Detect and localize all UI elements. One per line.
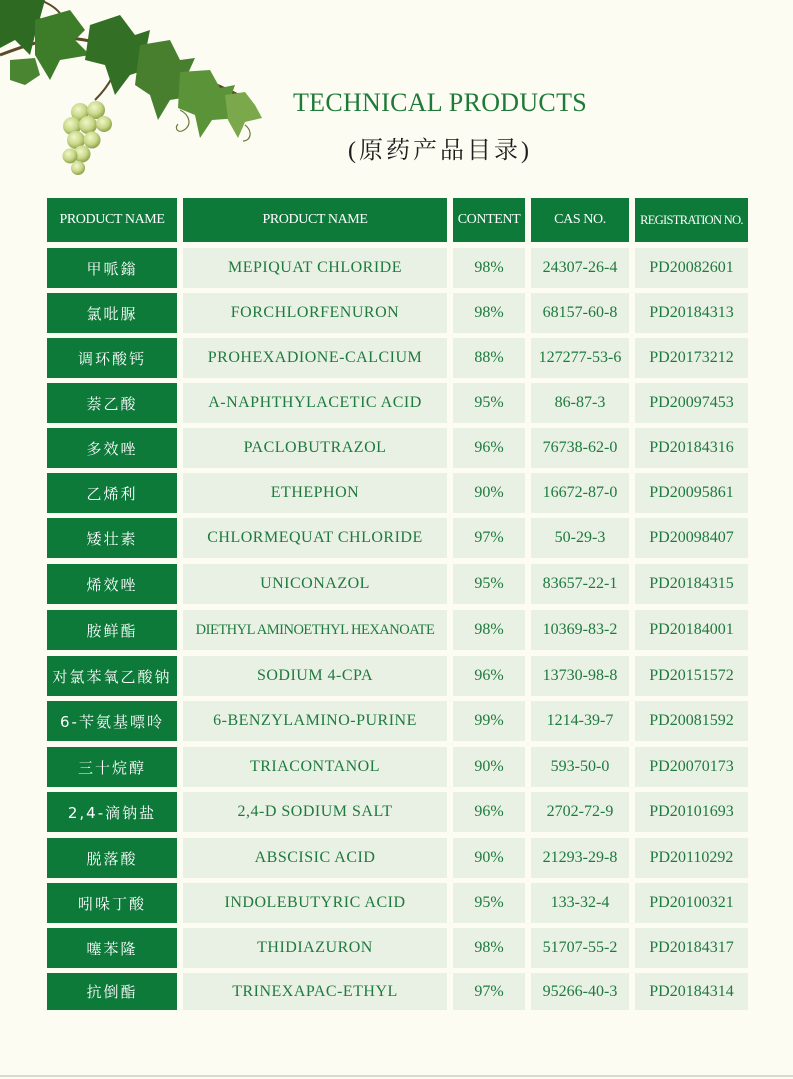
header-cell-cas-no: CAS NO. (531, 198, 629, 242)
page-subtitle: (原药产品目录) (348, 138, 532, 164)
row-cell-content: 95% (453, 564, 525, 604)
row-cell-cas-no: 16672-87-0 (531, 473, 629, 513)
row-cell-content: 96% (453, 428, 525, 468)
row-cell-cas-no: 593-50-0 (531, 747, 629, 787)
row-cell-chinese-name: 2,4-滴钠盐 (47, 792, 177, 832)
row-cell-english-name: PROHEXADIONE-CALCIUM (183, 338, 447, 378)
row-cell-cas-no: 24307-26-4 (531, 248, 629, 288)
row-cell-english-name: INDOLEBUTYRIC ACID (183, 883, 447, 923)
row-cell-english-name: PACLOBUTRAZOL (183, 428, 447, 468)
row-cell-chinese-name: 甲哌鎓 (47, 248, 177, 288)
row-cell-registration-no: PD20095861 (635, 473, 748, 513)
header-cell-product-name-en: PRODUCT NAME (183, 198, 447, 242)
row-cell-english-name: TRINEXAPAC-ETHYL (183, 973, 447, 1010)
row-cell-english-name: CHLORMEQUAT CHLORIDE (183, 518, 447, 558)
row-cell-cas-no: 50-29-3 (531, 518, 629, 558)
row-cell-registration-no: PD20082601 (635, 248, 748, 288)
row-cell-registration-no: PD20151572 (635, 656, 748, 696)
page-title: TECHNICAL PRODUCTS (292, 88, 588, 117)
row-cell-content: 98% (453, 293, 525, 333)
row-cell-english-name: UNICONAZOL (183, 564, 447, 604)
row-cell-content: 96% (453, 792, 525, 832)
header-cell-product-name-cn: PRODUCT NAME (47, 198, 177, 242)
row-cell-cas-no: 21293-29-8 (531, 838, 629, 878)
row-cell-chinese-name: 烯效唑 (47, 564, 177, 604)
row-cell-registration-no: PD20101693 (635, 792, 748, 832)
row-cell-registration-no: PD20184317 (635, 928, 748, 968)
row-cell-content: 90% (453, 747, 525, 787)
row-cell-cas-no: 95266-40-3 (531, 973, 629, 1010)
row-cell-content: 99% (453, 701, 525, 741)
row-cell-cas-no: 86-87-3 (531, 383, 629, 423)
row-cell-content: 97% (453, 518, 525, 558)
row-cell-chinese-name: 多效唑 (47, 428, 177, 468)
row-cell-chinese-name: 对氯苯氧乙酸钠 (47, 656, 177, 696)
row-cell-registration-no: PD20081592 (635, 701, 748, 741)
row-cell-content: 90% (453, 838, 525, 878)
row-cell-english-name: SODIUM 4-CPA (183, 656, 447, 696)
row-cell-content: 90% (453, 473, 525, 513)
row-cell-chinese-name: 萘乙酸 (47, 383, 177, 423)
row-cell-chinese-name: 氯吡脲 (47, 293, 177, 333)
row-cell-registration-no: PD20100321 (635, 883, 748, 923)
row-cell-cas-no: 51707-55-2 (531, 928, 629, 968)
row-cell-cas-no: 133-32-4 (531, 883, 629, 923)
row-cell-chinese-name: 胺鲜酯 (47, 610, 177, 650)
row-cell-cas-no: 2702-72-9 (531, 792, 629, 832)
row-cell-content: 98% (453, 248, 525, 288)
row-cell-cas-no: 1214-39-7 (531, 701, 629, 741)
header-cell-registration-no: REGISTRATION NO. (635, 198, 748, 242)
row-cell-registration-no: PD20184313 (635, 293, 748, 333)
row-cell-english-name: THIDIAZURON (183, 928, 447, 968)
footer-divider (0, 1075, 793, 1077)
row-cell-content: 95% (453, 883, 525, 923)
row-cell-chinese-name: 三十烷醇 (47, 747, 177, 787)
row-cell-english-name: ABSCISIC ACID (183, 838, 447, 878)
row-cell-content: 96% (453, 656, 525, 696)
row-cell-chinese-name: 乙烯利 (47, 473, 177, 513)
row-cell-english-name: ETHEPHON (183, 473, 447, 513)
row-cell-registration-no: PD20184314 (635, 973, 748, 1010)
row-cell-content: 95% (453, 383, 525, 423)
row-cell-chinese-name: 噻苯隆 (47, 928, 177, 968)
row-cell-english-name: FORCHLORFENURON (183, 293, 447, 333)
row-cell-registration-no: PD20184001 (635, 610, 748, 650)
row-cell-english-name: 6-BENZYLAMINO-PURINE (183, 701, 447, 741)
row-cell-english-name: 2,4-D SODIUM SALT (183, 792, 447, 832)
row-cell-chinese-name: 调环酸钙 (47, 338, 177, 378)
row-cell-content: 88% (453, 338, 525, 378)
row-cell-english-name: MEPIQUAT CHLORIDE (183, 248, 447, 288)
row-cell-registration-no: PD20070173 (635, 747, 748, 787)
row-cell-chinese-name: 矮壮素 (47, 518, 177, 558)
row-cell-registration-no: PD20173212 (635, 338, 748, 378)
header-cell-content: CONTENT (453, 198, 525, 242)
row-cell-chinese-name: 抗倒酯 (47, 973, 177, 1010)
row-cell-content: 98% (453, 928, 525, 968)
row-cell-chinese-name: 脱落酸 (47, 838, 177, 878)
row-cell-registration-no: PD20184316 (635, 428, 748, 468)
row-cell-registration-no: PD20098407 (635, 518, 748, 558)
row-cell-registration-no: PD20184315 (635, 564, 748, 604)
row-cell-registration-no: PD20097453 (635, 383, 748, 423)
row-cell-english-name: A-NAPHTHYLACETIC ACID (183, 383, 447, 423)
row-cell-english-name: DIETHYL AMINOETHYL HEXANOATE (183, 610, 447, 650)
row-cell-cas-no: 13730-98-8 (531, 656, 629, 696)
row-cell-content: 98% (453, 610, 525, 650)
row-cell-cas-no: 83657-22-1 (531, 564, 629, 604)
row-cell-content: 97% (453, 973, 525, 1010)
row-cell-cas-no: 10369-83-2 (531, 610, 629, 650)
row-cell-chinese-name: 6-苄氨基嘌呤 (47, 701, 177, 741)
row-cell-english-name: TRIACONTANOL (183, 747, 447, 787)
row-cell-cas-no: 127277-53-6 (531, 338, 629, 378)
row-cell-registration-no: PD20110292 (635, 838, 748, 878)
grape-vine-illustration (0, 0, 290, 200)
row-cell-chinese-name: 吲哚丁酸 (47, 883, 177, 923)
row-cell-cas-no: 68157-60-8 (531, 293, 629, 333)
row-cell-cas-no: 76738-62-0 (531, 428, 629, 468)
